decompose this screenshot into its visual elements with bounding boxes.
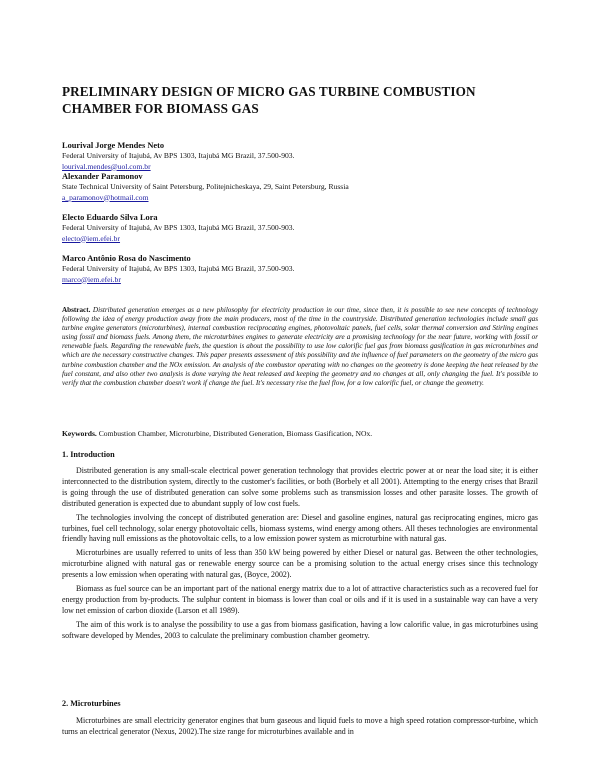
section-heading-introduction: 1. Introduction: [62, 450, 115, 459]
author-name: Electo Eduardo Silva Lora: [62, 213, 158, 222]
author-email-link[interactable]: marco@iem.efei.br: [62, 274, 121, 284]
abstract-text: Distributed generation emerges as a new philosophy for electricity production in our time, since then, it is possible to see new concepts of technology following the idea of energy production away from the main producers, most of the time in the countryside. Distributed generation technologies include small gas turbine engine generators (microturbines), internal combustion reciprocating engines, photovoltaic panels, fuel cells, solar thermal conversion and Stirling engines using fossil and biomass fuels. Among them, the microturbines engines to generate electricity are a promising technology for the near future, working with fossil or renewable fuels. Regarding the renewable fuels, the question is about the possibility to use low calorific fuel gas from biomass gasification in gas microturbines and which are the necessary constructive changes. This paper presents assessment of this possibility and the influence of fuel parameters on the geometry of the micro gas turbine combustion chamber and the NOx emission. An analysis of the combustor operating with no changes on the geometry is done keeping the heat released by the fuel constant, and also other two analysis is done varying the heat released and keeping the geometry and no changes at all, only changing the fuel. It's possible to verify that the combustion chamber doesn't work if change the fuel. It's necessary rise the fuel flow, for a low calorific fuel, or change the geometry.: [62, 306, 538, 387]
keywords-label: Keywords.: [62, 429, 97, 438]
author-block: [62, 140, 532, 172]
author-block: [62, 171, 532, 203]
author-affiliation: Federal University of Itajubá, Av BPS 1303, Itajubá MG Brazil, 37.500-903.: [62, 264, 295, 273]
author-name: Alexander Paramonov: [62, 172, 143, 181]
paper-title: PRELIMINARY DESIGN OF MICRO GAS TURBINE COMBUSTION CHAMBER FOR BIOMASS GAS: [62, 84, 476, 116]
author-email-link[interactable]: electo@iem.efei.br: [62, 233, 121, 243]
keywords-text: Combustion Chamber, Microturbine, Distributed Generation, Biomass Gasification, NOx.: [98, 429, 373, 438]
paragraph: Microturbines are small electricity generator engines that burn gaseous and liquid fuels to move a high speed rotation compressor-turbine, which turns an electrical generator (Nexus, 2002).The size range for microturbines available and in: [62, 716, 538, 736]
abstract: [62, 306, 538, 388]
author-block: [62, 212, 532, 244]
section-microturbines-body: [62, 716, 538, 741]
section-heading-microturbines: 2. Microturbines: [62, 699, 121, 708]
paragraph: The technologies involving the concept of distributed generation are: Diesel and gasoline engines, natural gas reciprocating engines, micro gas turbines, fuel cell technology, solar energy photovoltaic cells, biomass systems, wind energy among others. All theses technologies are environmental friendly having null emissions as the photovoltaic cells, to a low emission power system as microturbine with natural gas.: [62, 512, 538, 544]
author-block: [62, 253, 532, 285]
paragraph: Microturbines are usually referred to units of less than 350 kW being powered by either Diesel or natural gas. Between the other technologies, microturbine aligned with natural gas or renewable energy source can be a promising solution to the actual energy crises since this technology presents a low emission when operating with natural gas, (Boyce, 2002).: [62, 548, 538, 580]
author-email-link[interactable]: a_paramonov@hotmail.com: [62, 192, 149, 202]
author-name: Lourival Jorge Mendes Neto: [62, 141, 165, 150]
paragraph: Biomass as fuel source can be an important part of the national energy matrix due to a lot of attractive characteristics such as a recovered fuel for energy production from by-products. The sulphur content in biomass is lower than coal or oils and if it is used in a sustainable way can have a very low net emission of carbon dioxide (Larson et all 1989).: [62, 584, 538, 615]
author-name: Marco Antônio Rosa do Nascimento: [62, 254, 191, 263]
author-affiliation: Federal University of Itajubá, Av BPS 1303, Itajubá MG Brazil, 37.500-903.: [62, 151, 295, 160]
section-introduction-body: [62, 466, 538, 645]
paragraph: The aim of this work is to analyse the possibility to use a gas from biomass gasification, having a low calorific value, in gas microturbines using software developed by Mendes, 2003 to calculate the preliminary combustion chamber geometry.: [62, 619, 538, 640]
abstract-label: Abstract.: [62, 306, 91, 314]
author-email-link[interactable]: lourival.mendes@uol.com.br: [62, 161, 151, 171]
author-affiliation: Federal University of Itajubá, Av BPS 1303, Itajubá MG Brazil, 37.500-903.: [62, 223, 295, 232]
keywords: [62, 429, 538, 438]
author-affiliation: State Technical University of Saint Petersburg, Politejnicheskaya, 29, Saint Petersburg, Russia: [62, 182, 349, 191]
paragraph: Distributed generation is any small-scale electrical power generation technology that provides electric power at or near the load site; it is either interconnected to the distribution system, directly to the customer's facilities, or both (Borbely et all 2001). Attempting to the energy crises that Brazil is going through the use of distributed generation can solve some problems such as transmission losses and other parasite losses. The growth of distributed generation is expected due to abundant supply of low cost fuels.: [62, 466, 538, 508]
